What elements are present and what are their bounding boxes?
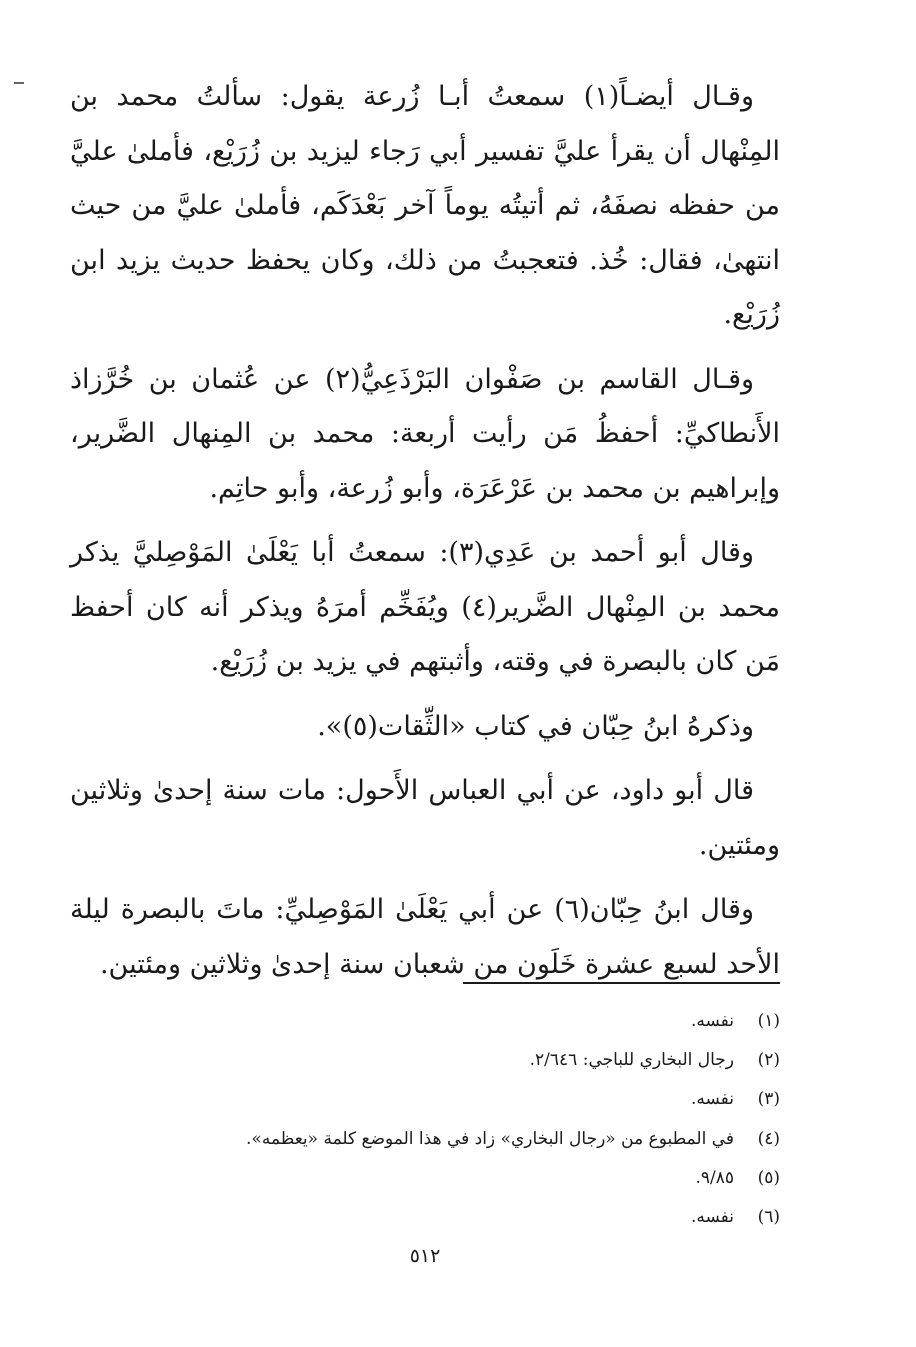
paragraph-1: وقـال أيضـاً(١) سمعتُ أبـا زُرعة يقول: سألتُ محمد بن المِنْهال أن يقرأ عليَّ تفسير أبي رَجاء ليزيد بن زُرَيْع، فأملىٰ عليَّ من حفظه نصفَهُ، ثم أتيتُه يوماً آخر بَعْدَكَم، فأملىٰ عليَّ من حيث انتهىٰ، فقال: خُذ. فتعجبتُ من ذلك، وكان يحفظ حديث يزيد ابن زُرَيْع. bbox=[70, 81, 780, 330]
footnote-item bbox=[70, 1120, 780, 1159]
footnotes-list bbox=[70, 1002, 780, 1237]
footnote-number: (٣) bbox=[757, 1089, 780, 1110]
footnote-text: نفسه. bbox=[690, 1089, 734, 1110]
footnote-item bbox=[70, 1041, 780, 1080]
footnote-item bbox=[70, 1002, 780, 1041]
footnote-item bbox=[70, 1080, 780, 1119]
footnote-item bbox=[70, 1159, 780, 1198]
footnote-number: (٦) bbox=[757, 1207, 780, 1228]
paragraph-2: وقـال القاسم بن صَفْوان البَرْذَعِيُّ(٢) عن عُثمان بن خُرَّزاذ الأَنطاكيِّ: أحفظُ مَن رأيت أربعة: محمد بن المِنهال الضَّرير، وإبراهيم بن محمد بن عَرْعَرَة، وأبو زُرعة، وأبو حاتِم. bbox=[70, 363, 780, 504]
footnote-text: رجال البخاري للباجي: ٢/٦٤٦. bbox=[529, 1050, 734, 1071]
footnote-item bbox=[70, 1198, 780, 1237]
footnote-number: (٤) bbox=[757, 1128, 780, 1149]
paragraph-4: وذكرهُ ابنُ حِبّان في كتاب «الثِّقات(٥)». bbox=[317, 710, 754, 742]
paragraph-6: وقال ابنُ حِبّان(٦) عن أبي يَعْلَىٰ المَوْصِليِّ: ماتَ بالبصرة ليلة الأحد لسبع عشرة خَلَون من شعبان سنة إحدىٰ وثلاثين ومئتين. bbox=[70, 894, 780, 980]
document-page bbox=[70, 70, 780, 1320]
footnote-text: نفسه. bbox=[690, 1207, 734, 1228]
paragraph-3: وقال أبو أحمد بن عَدِي(٣): سمعتُ أبا يَعْلَىٰ المَوْصِليَّ يذكر محمد بن المِنْهال الضَّرير(٤) ويُفَخِّم أمرَهُ ويذكر أنه كان أحفظ مَن كان بالبصرة في وقته، وأثبتهم في يزيد بن زُرَيْع. bbox=[70, 537, 780, 677]
footnote-number: (٥) bbox=[757, 1167, 780, 1188]
paragraph-5: قال أبو داود، عن أبي العباس الأَحول: مات سنة إحدىٰ وثلاثين ومئتين. bbox=[70, 775, 780, 861]
footnote-number: (١) bbox=[757, 1011, 780, 1031]
footnote-text: ٩/٨٥. bbox=[695, 1167, 734, 1188]
footnote-text: في المطبوع من «رجال البخاري» زاد في هذا الموضع كلمة «يعظمه». bbox=[246, 1128, 734, 1149]
footnote-divider bbox=[463, 982, 780, 984]
scan-edge-mark bbox=[14, 82, 24, 84]
footnote-number: (٢) bbox=[757, 1050, 780, 1071]
footnote-text: نفسه. bbox=[690, 1011, 734, 1031]
page-number: ٥١٢ bbox=[409, 1245, 441, 1267]
